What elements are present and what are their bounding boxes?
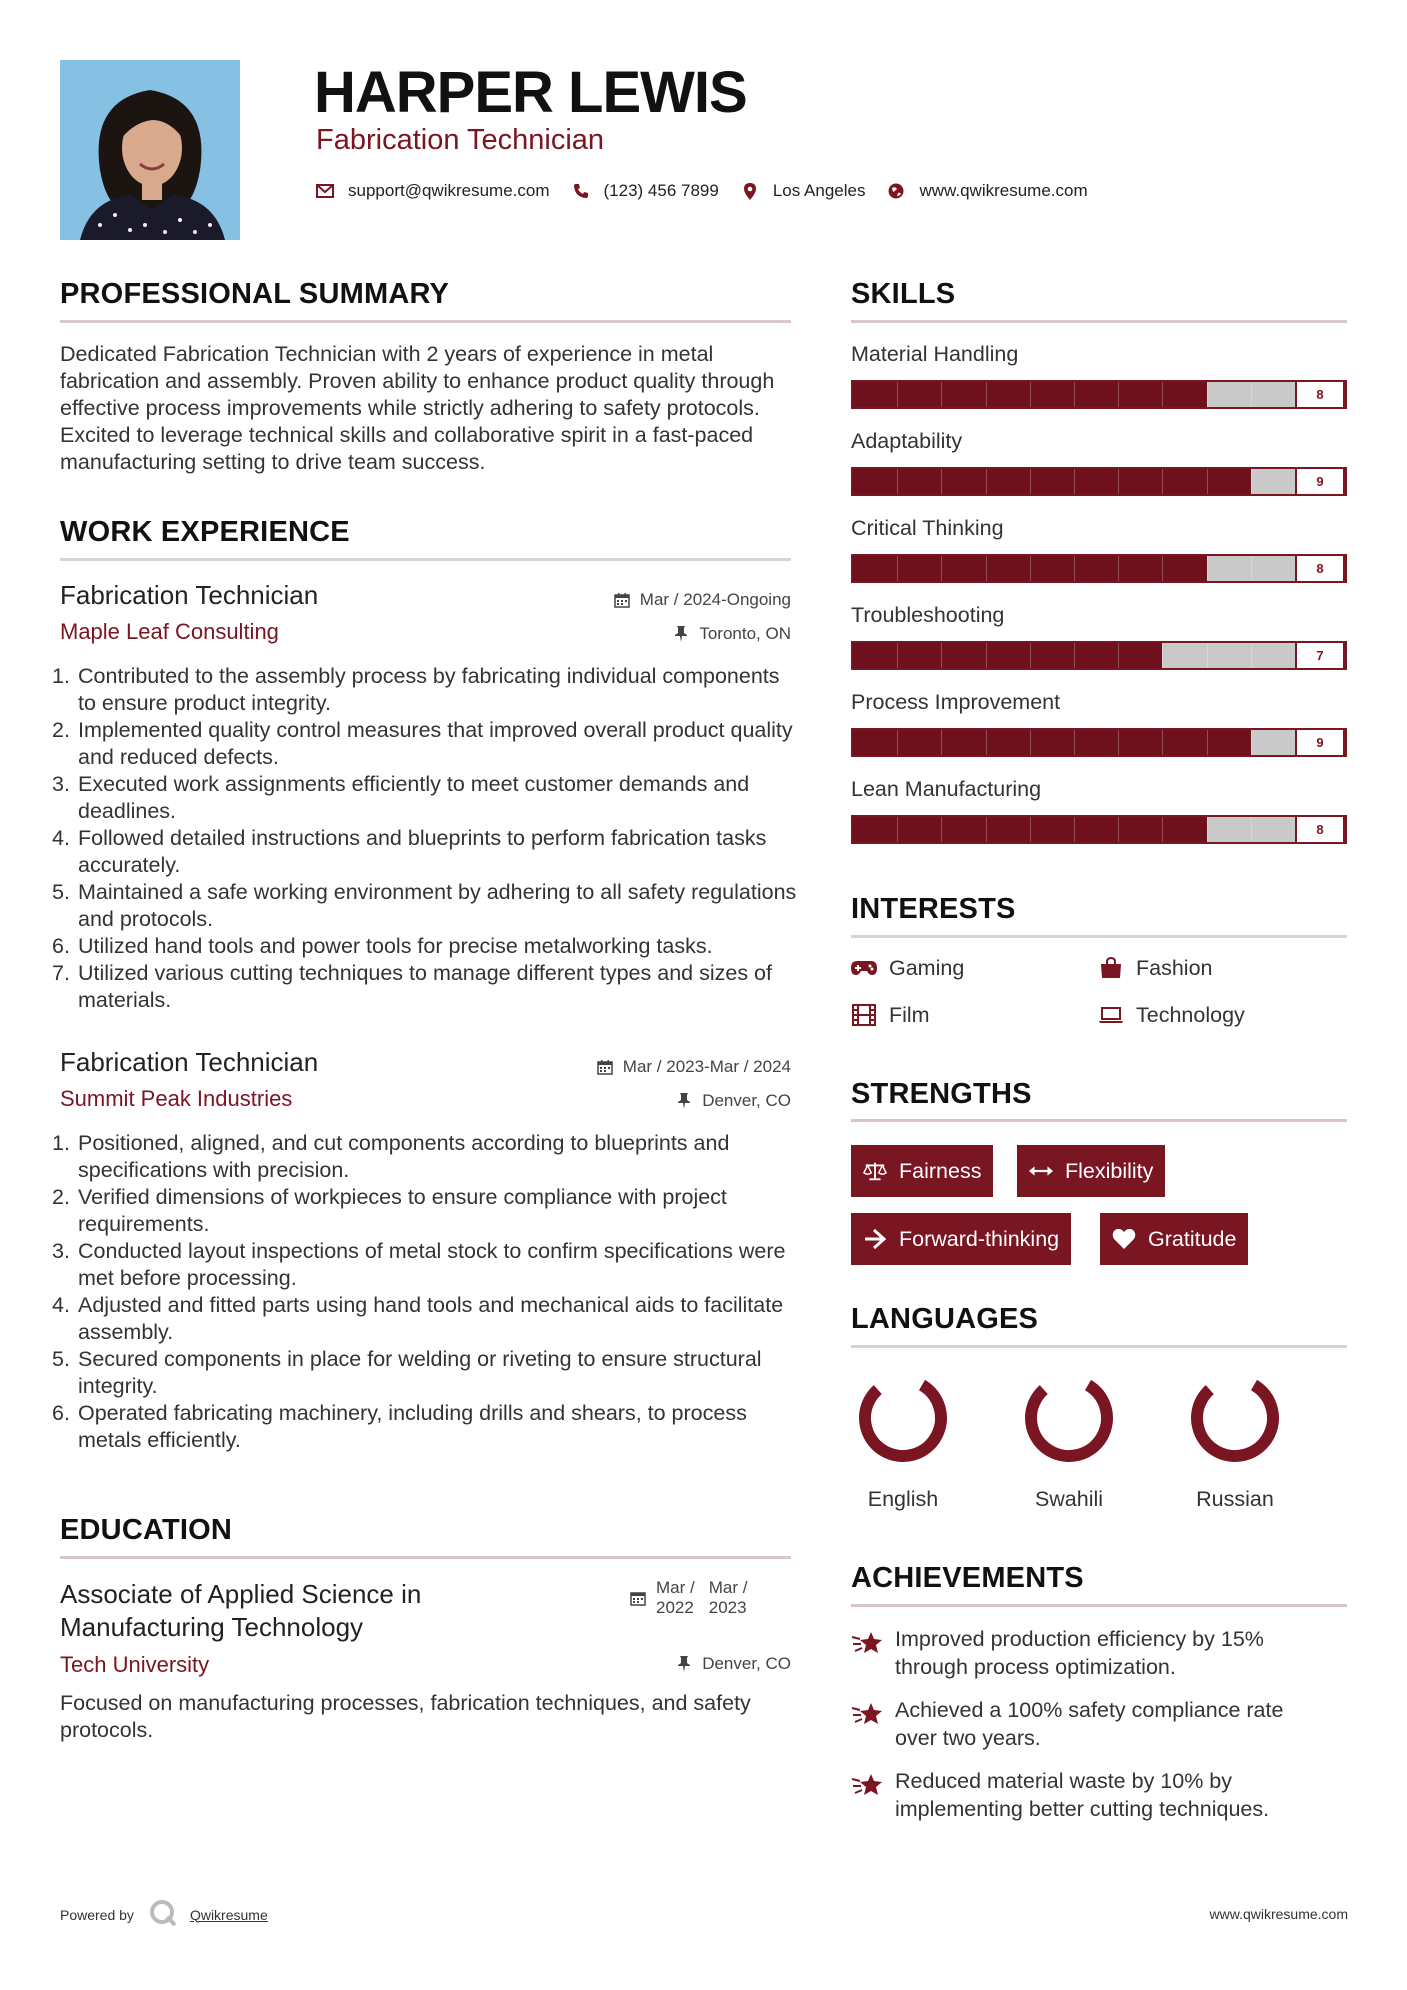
list-item: 2. Implemented quality control measures that improved overall product quality and reduced defects. — [52, 718, 793, 769]
skill-level-value: 8 — [1295, 815, 1345, 844]
film-icon — [851, 1004, 877, 1026]
skill-bar-segment — [986, 730, 987, 755]
job-2-dates-text: Mar / 2023-Mar / 2024 — [622, 1057, 791, 1076]
skill-bar-segment — [1251, 556, 1252, 581]
arrows-horizontal-icon — [1029, 1160, 1053, 1182]
envelope-icon — [316, 182, 334, 200]
skill-bar — [851, 815, 1347, 844]
skill-bar-segment — [1207, 730, 1208, 755]
job-2-title: Fabrication Technician — [60, 1047, 319, 1077]
skill-bar-segment — [1207, 469, 1208, 494]
interest-label: Fashion — [1136, 956, 1213, 980]
job-2-dates — [597, 1056, 791, 1078]
calendar-icon — [597, 1059, 613, 1075]
education-description: Focused on manufacturing processes, fabrication techniques, and safety protocols. — [60, 1691, 751, 1742]
powered-by-label: Powered by — [60, 1906, 134, 1923]
education-degree: Associate of Applied Science in Manufacturing Technology — [60, 1579, 422, 1642]
strength-chip — [1017, 1145, 1165, 1197]
skill-name: Adaptability — [851, 429, 963, 453]
job-1-bullets — [52, 663, 802, 1014]
education-divider — [60, 1556, 791, 1559]
skill-bar-segment — [986, 817, 987, 842]
education-end-year: 2023 — [708, 1598, 747, 1617]
achievement-text: Achieved a 100% safety compliance rate over two years. — [895, 1698, 1284, 1750]
calendar-icon — [630, 1590, 646, 1606]
contact-phone-text: (123) 456 7899 — [603, 181, 719, 200]
candidate-name: HARPER LEWIS — [314, 60, 747, 125]
footer-website-link[interactable]: www.qwikresume.com — [1209, 1906, 1348, 1922]
skill-bar-segment — [941, 643, 942, 668]
contact-email-text: support@qwikresume.com — [348, 181, 550, 200]
shooting-star-icon — [851, 1696, 885, 1752]
skill-bar-segment — [1074, 817, 1075, 842]
job-2-bullets — [52, 1130, 802, 1454]
strength-label: Forward-thinking — [899, 1226, 1060, 1251]
skill-bar-segment — [941, 556, 942, 581]
list-item: 5. Maintained a safe working environment by adhering to all safety regulations and protocols. — [52, 880, 797, 931]
contact-phone[interactable] — [572, 181, 719, 201]
job-2-location-text: Denver, CO — [702, 1091, 791, 1110]
achievement-item — [851, 1767, 1321, 1823]
skill-bar-segment — [1251, 382, 1252, 407]
skill-bar-segment — [1118, 382, 1119, 407]
skill-name: Process Improvement — [851, 690, 1061, 714]
strength-label: Fairness — [899, 1158, 982, 1183]
skill-bar-segment — [1207, 556, 1208, 581]
languages-divider — [851, 1345, 1347, 1348]
job-1-company: Maple Leaf Consulting — [60, 619, 279, 644]
languages-heading: LANGUAGES — [851, 1303, 1039, 1335]
skill-bar-segment — [1030, 556, 1031, 581]
interests-divider — [851, 935, 1347, 938]
footer-powered-by — [60, 1898, 268, 1931]
contact-bar — [316, 178, 1110, 204]
skill-bar-segment — [1074, 730, 1075, 755]
heart-icon — [1112, 1228, 1136, 1250]
skill-level-value: 9 — [1295, 728, 1345, 757]
skill-bar-segment — [1030, 730, 1031, 755]
experience-divider — [60, 558, 791, 561]
summary-text: Dedicated Fabrication Technician with 2 years of experience in metal fabrication and assembly. Proven ability to enhance product quality through effective process improvements while strictly adhering to safety protocols. Excited to leverage technical skills and collaborative spirit in a fast-paced manufacturing setting to drive team success. — [60, 342, 775, 474]
shopping-bag-icon — [1098, 957, 1124, 979]
laptop-icon — [1098, 1004, 1124, 1026]
summary-heading: PROFESSIONAL SUMMARY — [60, 278, 450, 310]
achievements-heading: ACHIEVEMENTS — [851, 1562, 1084, 1594]
language-name: English — [867, 1487, 939, 1511]
contact-location-text: Los Angeles — [772, 181, 866, 200]
skill-bar-segment — [897, 382, 898, 407]
skill-bar-segment — [1207, 817, 1208, 842]
skill-bar-fill — [853, 730, 1251, 755]
skill-bar — [851, 380, 1347, 409]
skill-bar-segment — [1118, 817, 1119, 842]
skill-bar-segment — [1207, 643, 1208, 668]
list-item: 4. Adjusted and fitted parts using hand tools and mechanical aids to facilitate assembly. — [52, 1293, 784, 1344]
skill-bar-segment — [897, 556, 898, 581]
skill-bar — [851, 728, 1347, 757]
contact-location — [741, 181, 866, 201]
skill-bar — [851, 641, 1347, 670]
education-school: Tech University — [60, 1652, 210, 1677]
language-name: Russian — [1196, 1487, 1274, 1511]
skill-bar-segment — [1030, 643, 1031, 668]
skill-bar-segment — [897, 643, 898, 668]
skill-bar-segment — [1118, 730, 1119, 755]
skill-bar-segment — [1207, 382, 1208, 407]
skill-bar-segment — [1118, 469, 1119, 494]
experience-heading: WORK EXPERIENCE — [60, 516, 350, 548]
calendar-icon — [614, 592, 630, 608]
skill-bar-segment — [1030, 817, 1031, 842]
job-1-location-text: Toronto, ON — [699, 624, 791, 643]
strength-chip — [851, 1145, 993, 1197]
skill-name: Lean Manufacturing — [851, 777, 1042, 801]
strength-chip — [1100, 1213, 1248, 1265]
contact-website-text: www.qwikresume.com — [919, 181, 1088, 200]
pushpin-icon — [673, 626, 689, 642]
list-item: 5. Secured components in place for welding or riveting to ensure structural integrity. — [52, 1347, 762, 1398]
skill-bar-segment — [1251, 730, 1252, 755]
list-item: 1. Contributed to the assembly process by fabricating individual components to ensure product integrity. — [52, 664, 780, 715]
qwikresume-logo-icon — [148, 1898, 178, 1931]
globe-icon — [887, 182, 905, 200]
job-2-location — [676, 1090, 791, 1112]
skill-bar-segment — [1162, 469, 1163, 494]
skill-bar-segment — [986, 556, 987, 581]
skill-bar-segment — [1162, 817, 1163, 842]
skill-level-value: 8 — [1295, 554, 1345, 583]
skill-bar-segment — [1074, 469, 1075, 494]
skill-bar-segment — [986, 382, 987, 407]
contact-website[interactable] — [887, 181, 1087, 201]
strengths-divider — [851, 1119, 1347, 1122]
skill-level-value: 8 — [1295, 380, 1345, 409]
education-heading: EDUCATION — [60, 1514, 233, 1546]
skill-bar-segment — [1162, 556, 1163, 581]
interest-label: Technology — [1136, 1003, 1245, 1027]
skill-bar-segment — [1074, 643, 1075, 668]
skill-bar-segment — [1162, 643, 1163, 668]
summary-divider — [60, 320, 791, 323]
skill-bar-segment — [1030, 382, 1031, 407]
interest-item — [1098, 955, 1213, 981]
skill-bar-fill — [853, 643, 1162, 668]
list-item: 3. Executed work assignments efficiently to meet customer demands and deadlines. — [52, 772, 750, 823]
skill-bar-segment — [941, 469, 942, 494]
list-item: 6. Utilized hand tools and power tools for precise metalworking tasks. — [52, 934, 713, 958]
education-dates — [630, 1578, 747, 1618]
list-item: 3. Conducted layout inspections of metal stock to confirm specifications were met before processing. — [52, 1239, 786, 1290]
skill-bar-segment — [941, 382, 942, 407]
strength-label: Flexibility — [1065, 1158, 1154, 1183]
strength-chip — [851, 1213, 1071, 1265]
education-start — [656, 1578, 695, 1618]
interests-heading: INTERESTS — [851, 893, 1016, 925]
job-1-location — [673, 623, 791, 645]
shooting-star-icon — [851, 1767, 885, 1823]
job-2-company: Summit Peak Industries — [60, 1086, 293, 1111]
achievements-divider — [851, 1604, 1347, 1607]
skill-bar-segment — [1074, 556, 1075, 581]
skill-bar-segment — [897, 730, 898, 755]
balance-scale-icon — [863, 1160, 887, 1182]
education-start-month: Mar / — [656, 1578, 695, 1597]
skill-bar-segment — [941, 730, 942, 755]
skill-name: Critical Thinking — [851, 516, 1004, 540]
gamepad-icon — [851, 957, 877, 979]
pushpin-icon — [676, 1093, 692, 1109]
list-item: 2. Verified dimensions of workpieces to ensure compliance with project requirements. — [52, 1185, 727, 1236]
achievement-text: Reduced material waste by 10% by implementing better cutting techniques. — [895, 1769, 1270, 1821]
interest-item — [851, 955, 964, 981]
map-pin-icon — [741, 182, 759, 200]
strengths-heading: STRENGTHS — [851, 1078, 1032, 1110]
skill-bar-segment — [897, 469, 898, 494]
interest-label: Gaming — [889, 956, 965, 980]
strength-label: Gratitude — [1148, 1226, 1237, 1251]
language-ring — [1175, 1370, 1295, 1470]
achievement-item — [851, 1696, 1321, 1752]
skills-divider — [851, 320, 1347, 323]
education-location — [676, 1653, 791, 1675]
list-item: 1. Positioned, aligned, and cut components according to blueprints and specifications with precision. — [52, 1131, 730, 1182]
shooting-star-icon — [851, 1625, 885, 1681]
skill-level-value: 7 — [1295, 641, 1345, 670]
skill-bar-segment — [1162, 382, 1163, 407]
skill-bar-fill — [853, 469, 1251, 494]
pushpin-icon — [676, 1656, 692, 1672]
skill-bar-segment — [1030, 469, 1031, 494]
skill-bar-segment — [897, 817, 898, 842]
language-ring — [1009, 1370, 1129, 1470]
skill-level-value: 9 — [1295, 467, 1345, 496]
language-name: Swahili — [1034, 1487, 1104, 1511]
skill-bar-segment — [986, 643, 987, 668]
list-item: 7. Utilized various cutting techniques to manage different types and sizes of materials. — [52, 961, 772, 1012]
arrow-right-icon — [863, 1228, 887, 1250]
skill-name: Material Handling — [851, 342, 1019, 366]
skill-bar-segment — [1118, 643, 1119, 668]
skill-bar-segment — [941, 817, 942, 842]
skills-heading: SKILLS — [851, 278, 956, 310]
education-end-month: Mar / — [708, 1578, 748, 1597]
interest-label: Film — [889, 1003, 930, 1027]
education-end — [709, 1578, 748, 1618]
skill-bar-segment — [1074, 382, 1075, 407]
job-1-dates-text: Mar / 2024-Ongoing — [639, 590, 791, 609]
skill-bar-segment — [1162, 730, 1163, 755]
job-1-dates — [614, 589, 791, 611]
list-item: 6. Operated fabricating machinery, including drills and shears, to process metals efficiently. — [52, 1401, 747, 1452]
candidate-title: Fabrication Technician — [316, 124, 605, 156]
skill-bar — [851, 467, 1347, 496]
qwikresume-link[interactable]: Qwikresume — [189, 1906, 268, 1923]
job-1-title: Fabrication Technician — [60, 580, 319, 610]
list-item: 4. Followed detailed instructions and blueprints to perform fabrication tasks accurately. — [52, 826, 767, 877]
achievement-item — [851, 1625, 1321, 1681]
language-ring — [843, 1370, 963, 1470]
profile-photo — [60, 60, 240, 240]
skill-bar-segment — [1251, 817, 1252, 842]
contact-email[interactable] — [316, 181, 550, 201]
skill-bar — [851, 554, 1347, 583]
skill-bar-segment — [1118, 556, 1119, 581]
interest-item — [1098, 1002, 1245, 1028]
skill-name: Troubleshooting — [851, 603, 1005, 627]
skill-bar-segment — [1251, 643, 1252, 668]
skill-bar-segment — [986, 469, 987, 494]
phone-icon — [572, 182, 590, 200]
interest-item — [851, 1002, 930, 1028]
education-start-year: 2022 — [656, 1598, 694, 1617]
achievement-text: Improved production efficiency by 15% through process optimization. — [895, 1627, 1264, 1679]
education-location-text: Denver, CO — [702, 1654, 791, 1673]
skill-bar-segment — [1251, 469, 1252, 494]
